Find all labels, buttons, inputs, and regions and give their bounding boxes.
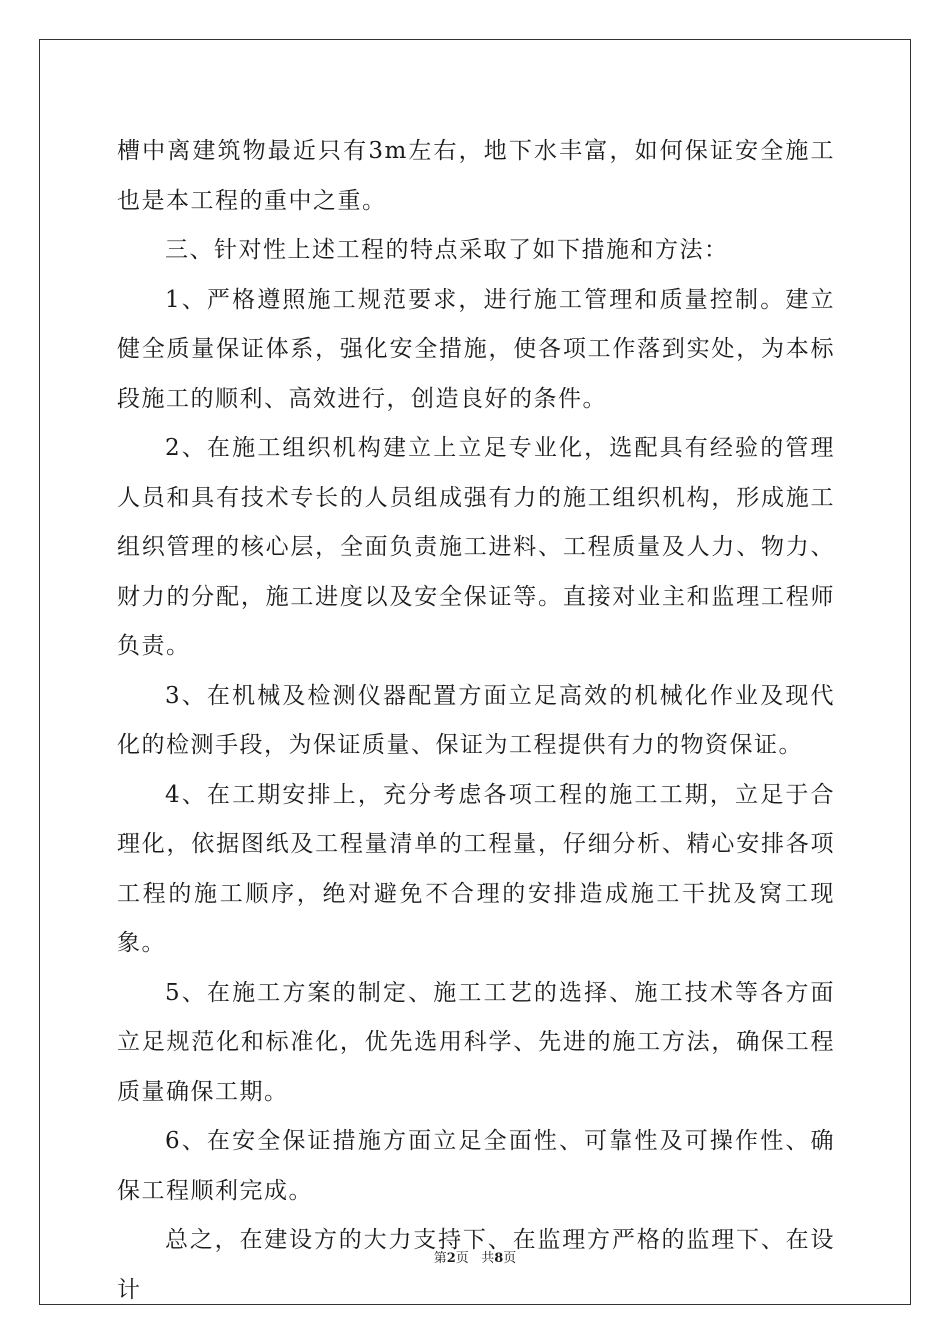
paragraph-item-6: 6、在安全保证措施方面立足全面性、可靠性及可操作性、确保工程顺利完成。: [117, 1128, 835, 1204]
page-label-prefix: 第: [433, 1251, 447, 1266]
paragraph-conclusion: 总之，在建设方的大力支持下、在监理方严格的监理下、在设计: [117, 1227, 835, 1303]
paragraph-continuation: 槽中离建筑物最近只有3m左右，地下水丰富，如何保证安全施工也是本工程的重中之重。: [117, 138, 835, 214]
paragraph-item-5: 5、在施工方案的制定、施工工艺的选择、施工技术等各方面立足规范化和标准化，优先选用科学、先进的施工方法，确保工程质量确保工期。: [117, 979, 835, 1105]
paragraph-item-2: 2、在施工组织机构建立上立足专业化，选配具有经验的管理人员和具有技术专长的人员组成强有力的施工组织机构，形成施工组织管理的核心层，全面负责施工进料、工程质量及人力、物力、财力的分配，施工进度以及安全保证等。直接对业主和监理工程师负责。: [117, 435, 835, 659]
page-footer: [0, 1247, 950, 1266]
total-label-prefix: 共: [481, 1251, 495, 1266]
total-label-suffix: 页: [503, 1251, 517, 1266]
page-number: 2: [446, 1251, 456, 1266]
paragraph-item-1: 1、严格遵照施工规范要求，进行施工管理和质量控制。建立健全质量保证体系，强化安全措施，使各项工作落到实处，为本标段施工的顺利、高效进行，创造良好的条件。: [117, 286, 835, 412]
page-label-suffix: 页: [455, 1251, 469, 1266]
paragraph-item-4: 4、在工期安排上，充分考虑各项工程的施工工期，立足于合理化，依据图纸及工程量清单的工程量，仔细分析、精心安排各项工程的施工顺序，绝对避免不合理的安排造成施工干扰及窝工现象。: [117, 781, 835, 956]
total-pages: 8: [494, 1251, 504, 1266]
document-body: [117, 127, 835, 1315]
paragraph-item-3: 3、在机械及检测仪器配置方面立足高效的机械化作业及现代化的检测手段，为保证质量、保证为工程提供有力的物资保证。: [117, 682, 835, 758]
paragraph-section-heading: 三、针对性上述工程的特点采取了如下措施和方法：: [165, 237, 729, 263]
